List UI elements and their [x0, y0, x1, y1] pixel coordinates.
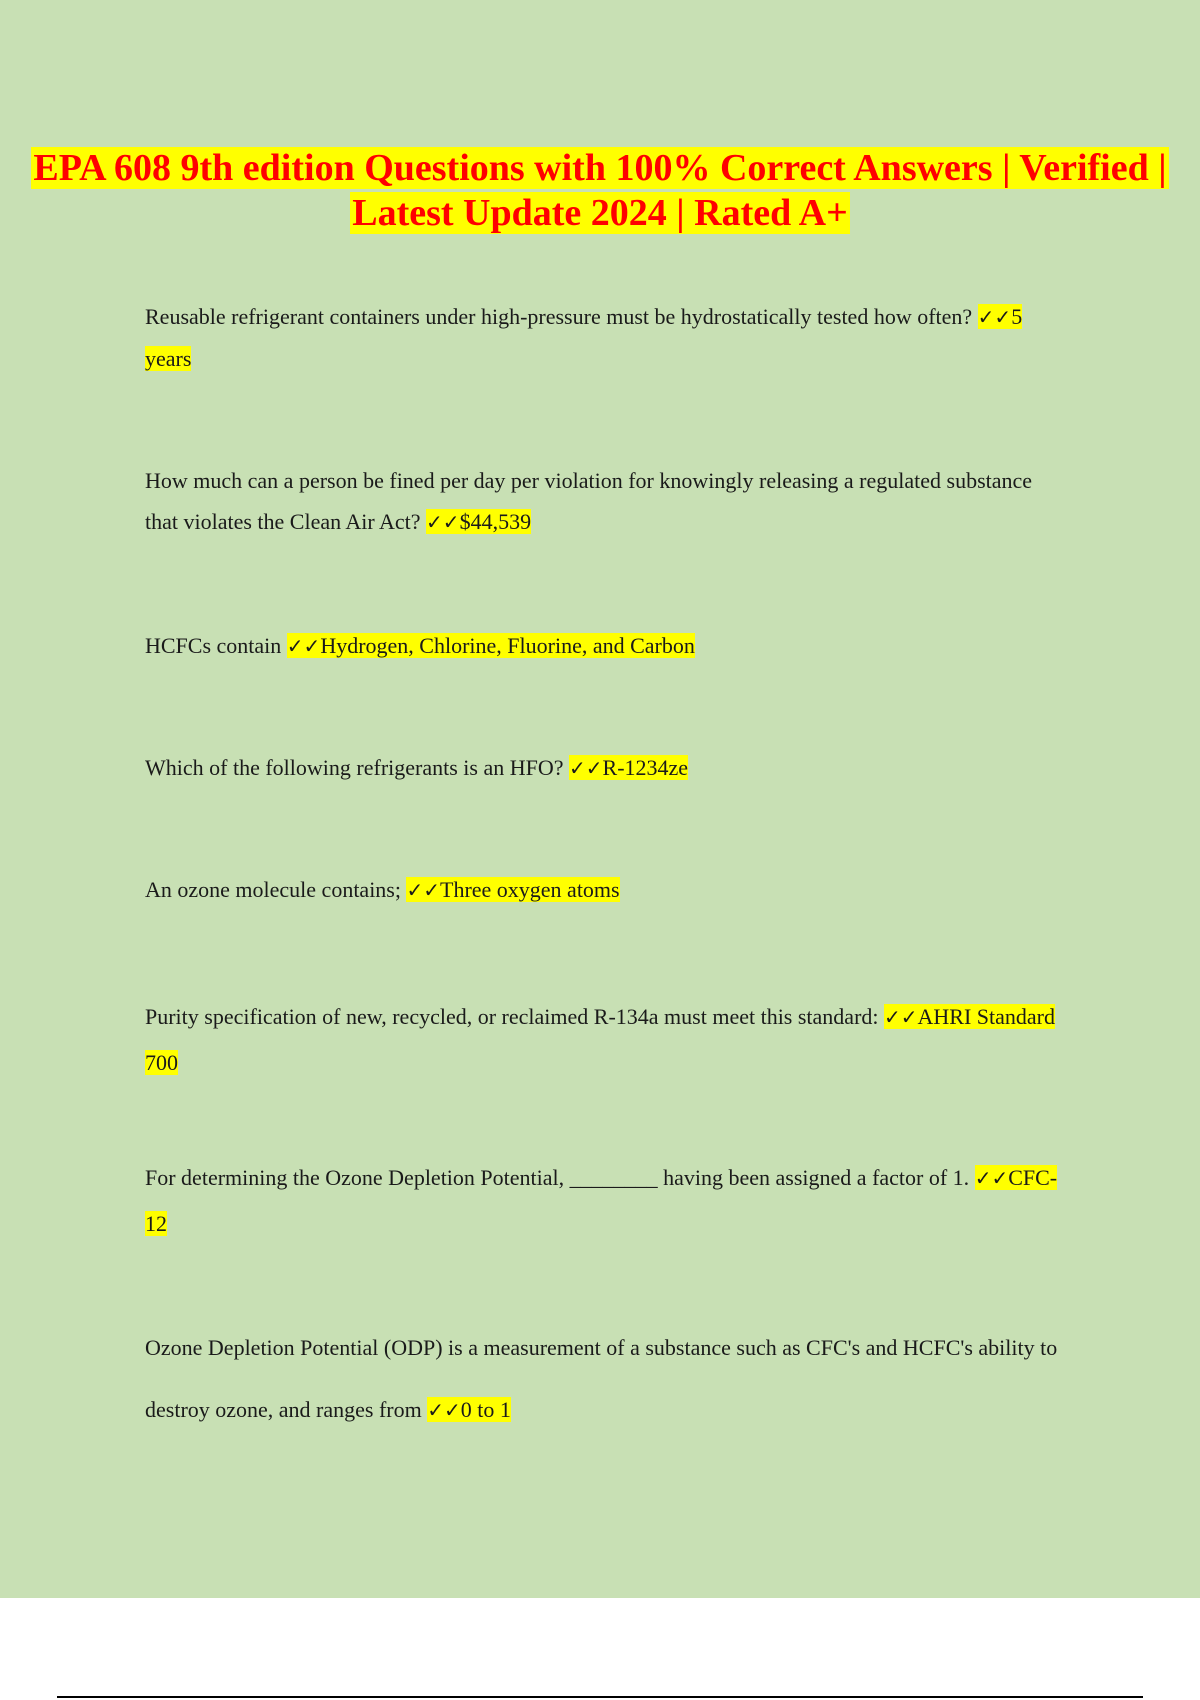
double-check-icon: ✓✓ [426, 510, 460, 534]
qa-item-8 [145, 1317, 1070, 1441]
answer-text: AHRI Standard 700 [145, 1004, 1056, 1075]
double-check-icon: ✓✓ [406, 878, 440, 902]
answer-text: 0 to 1 [460, 1397, 511, 1422]
qa-item-4 [145, 750, 1070, 786]
document-title: EPA 608 9th edition Questions with 100% Correct Answers | Verified | Latest Update 2024 | Rated A+ [33, 147, 1167, 234]
question-text: An ozone molecule contains; [145, 877, 401, 902]
double-check-icon: ✓✓ [569, 756, 603, 780]
footer-divider [57, 1696, 1143, 1698]
qa-item-3 [145, 628, 1070, 664]
answer-text: 5 years [145, 304, 1023, 371]
question-text: Purity specification of new, recycled, or reclaimed R-134a must meet this standard: [145, 1004, 879, 1029]
answer-highlight [406, 877, 619, 902]
qa-item-7 [145, 1155, 1070, 1246]
answer-highlight [287, 633, 695, 658]
answer-text: R-1234ze [602, 755, 689, 780]
answer-text: Three oxygen atoms [440, 877, 620, 902]
double-check-icon: ✓✓ [427, 1398, 461, 1422]
question-text: How much can a person be fined per day per violation for knowingly releasing a regulated substance that violates the Clean Air Act? [145, 468, 1033, 534]
question-text: Ozone Depletion Potential (ODP) is a measurement of a substance such as CFC's and HCFC's ability to destroy ozone, and ranges from [145, 1335, 1058, 1422]
qa-item-5 [145, 872, 1070, 908]
qa-item-2 [145, 460, 1070, 543]
qa-item-6 [145, 994, 1070, 1086]
question-text: Reusable refrigerant containers under high-pressure must be hydrostatically tested how often? [145, 304, 973, 329]
answer-highlight [426, 509, 531, 534]
double-check-icon: ✓✓ [977, 305, 1012, 329]
answer-highlight [427, 1397, 511, 1422]
question-text: For determining the Ozone Depletion Potential, ________ having been assigned a factor of 1. [145, 1165, 970, 1190]
qa-item-1 [145, 296, 1070, 380]
question-text: Which of the following refrigerants is an HFO? [145, 755, 564, 780]
double-check-icon: ✓✓ [884, 1005, 918, 1029]
double-check-icon: ✓✓ [286, 634, 321, 658]
answer-highlight [569, 755, 688, 780]
answer-text: $44,539 [459, 509, 532, 534]
answer-text: Hydrogen, Chlorine, Fluorine, and Carbon [320, 633, 695, 658]
title-block [0, 146, 1200, 236]
question-text: HCFCs contain [145, 633, 282, 658]
answer-text: CFC-12 [145, 1165, 1058, 1236]
double-check-icon: ✓✓ [974, 1166, 1009, 1190]
